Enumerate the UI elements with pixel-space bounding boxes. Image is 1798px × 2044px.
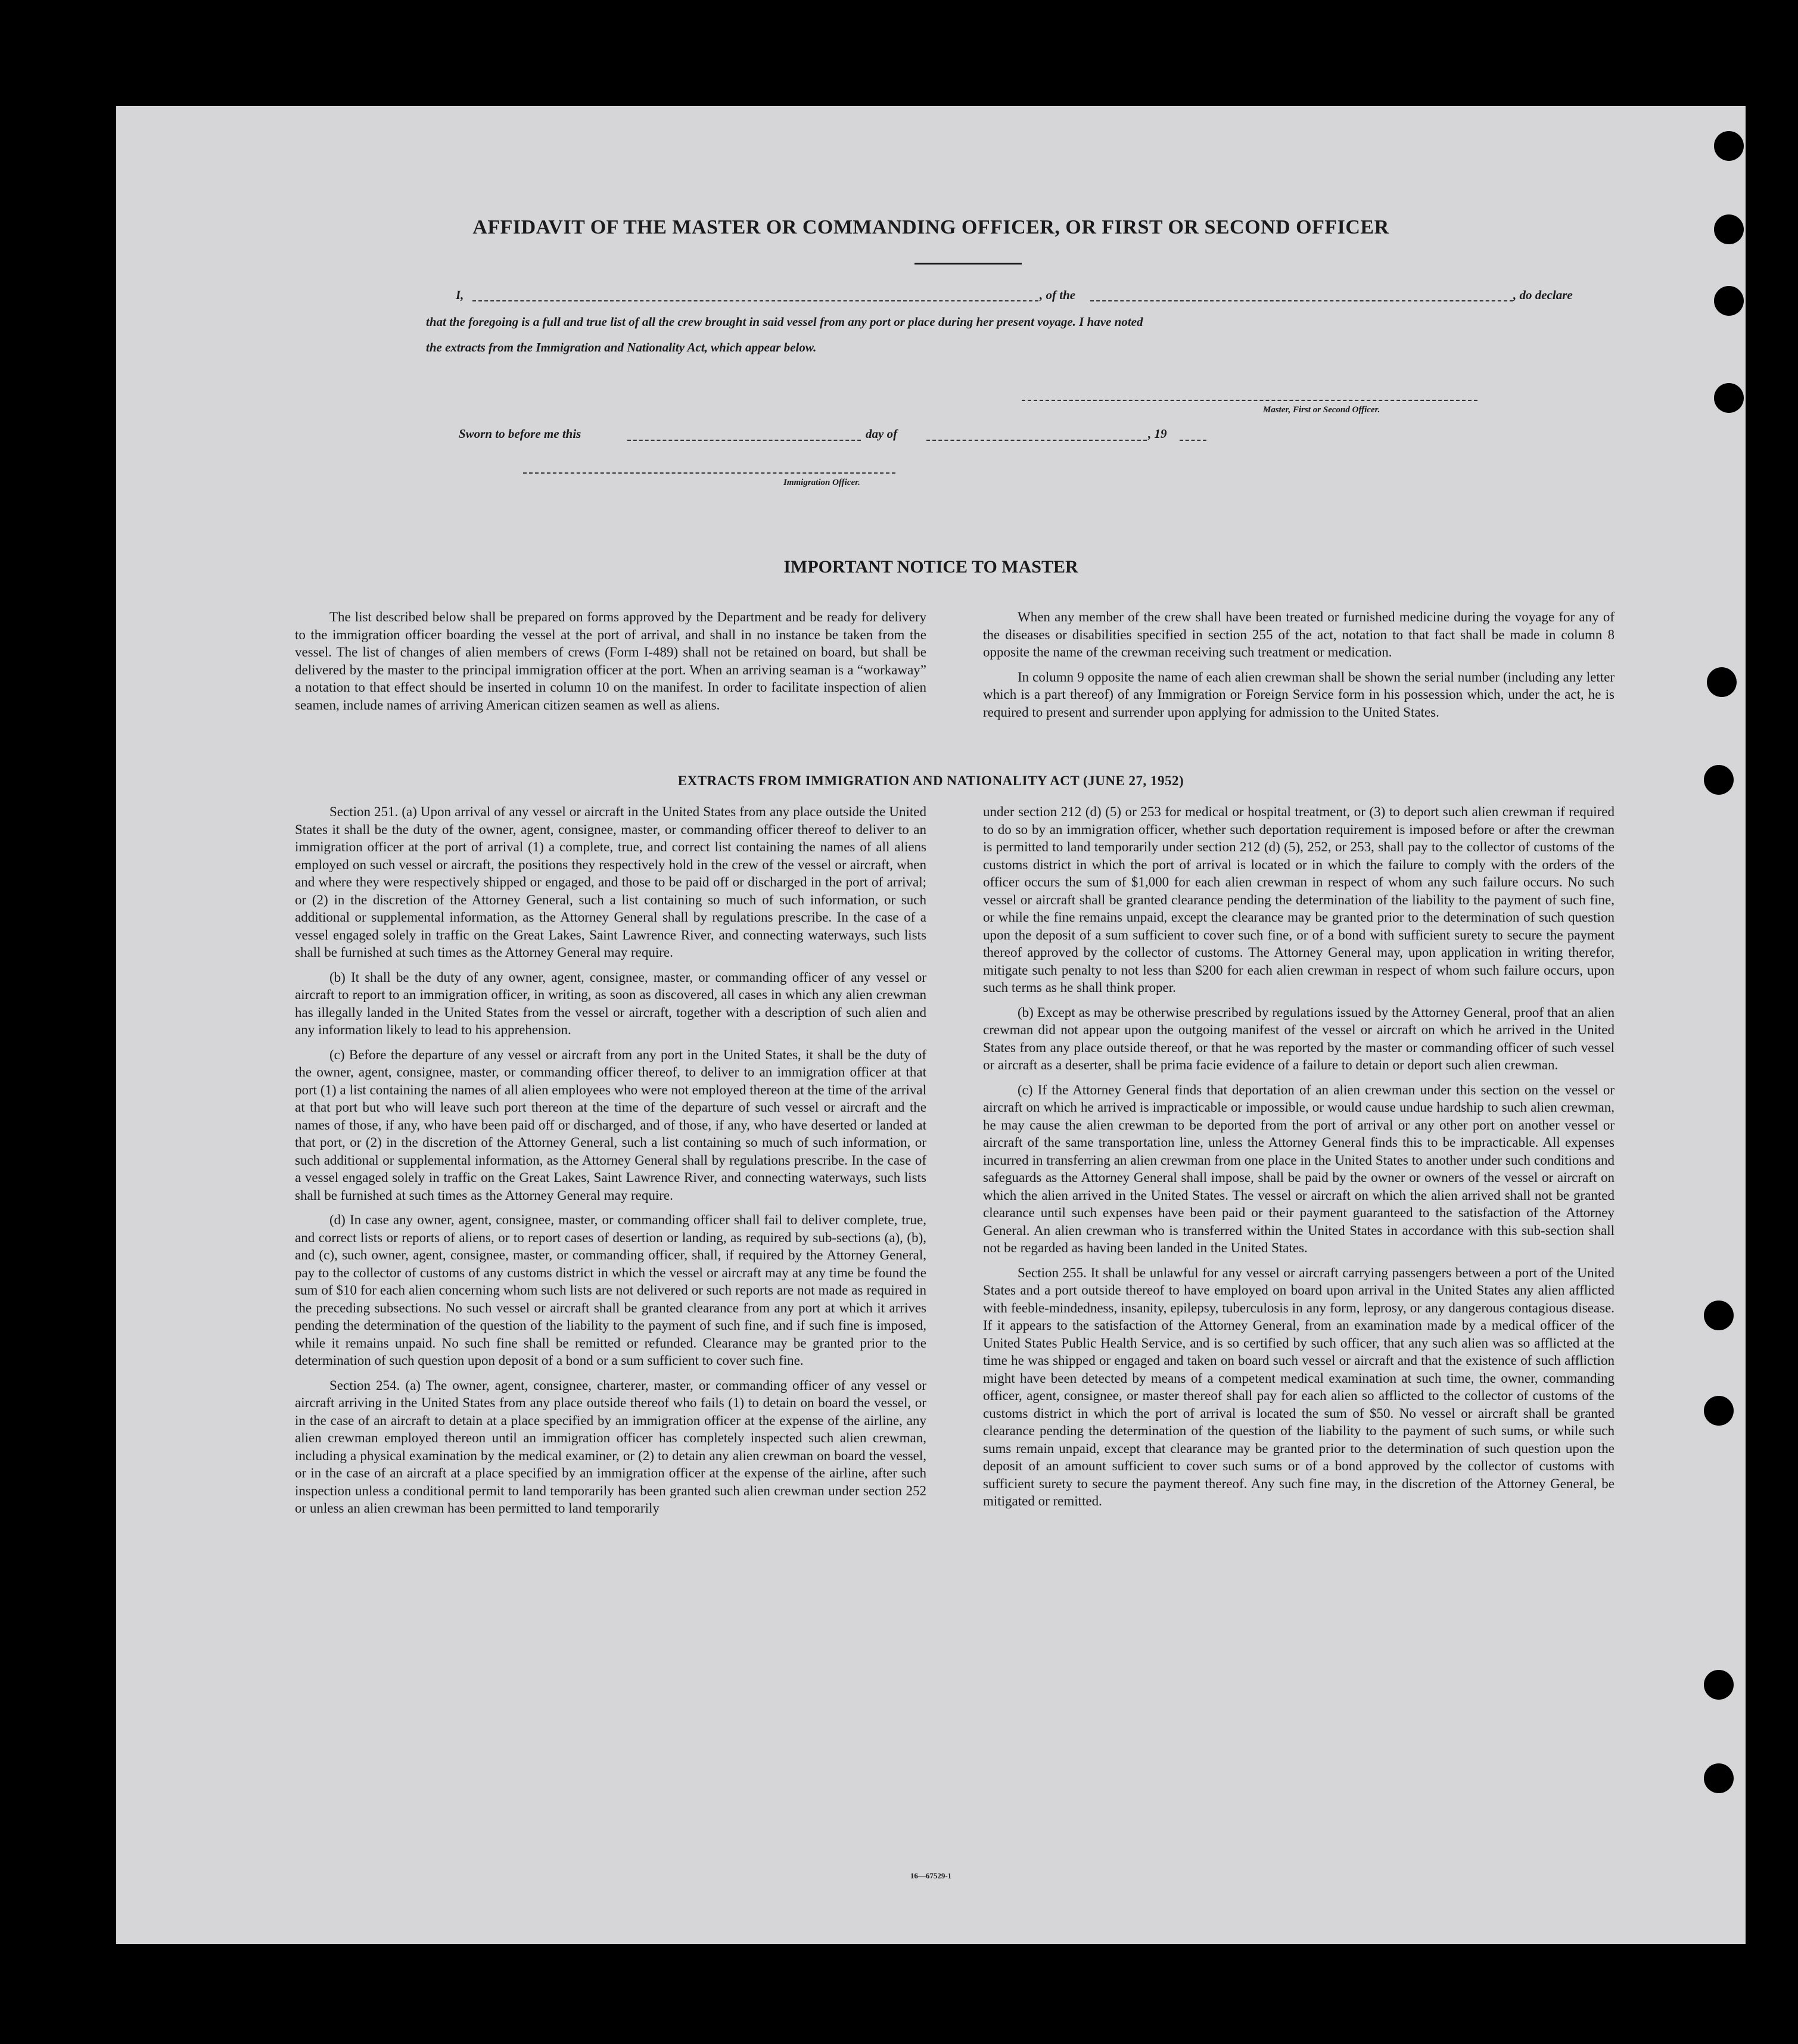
punch-hole [1714, 383, 1744, 413]
punch-hole [1704, 1763, 1734, 1793]
section-paragraph: Section 255. It shall be unlawful for any vessel or aircraft carrying passengers between a port of the United States and a port outside thereof to have employed on board upon arrival in the United States any alien afflicted with feeble-mindedness, insanity, epilepsy, tuberculosis in any form, leprosy, or any dangerous contagious disease. If it appears to the satisfaction of the Attorney General, from an examination made by a medical officer of the United States Public Health Service, and is so certified by such officer, that any such alien was so afflicted at the time he was shipped or engaged and taken on board such vessel or aircraft and that the existence of such affliction might have been detected by means of a competent medical examination at such time, the owner, commanding officer, agent, consignee, or master thereof shall pay for each alien so afflicted to the collector of customs of the customs district in which the port of arrival is located the sum of $50. No vessel or aircraft shall be granted clearance pending the determination of the question of the liability to the payment of such sums, or while such sums remain unpaid, except that clearance may be granted prior to the determination of such question upon the deposit of an amount sufficient to cover such sums or of a bond approved by the collector of customs with sufficient surety to secure the payment thereof. Any such fine may, in the discretion of the Attorney General, be mitigated or remitted. [983, 1265, 1615, 1508]
section-paragraph: Section 254. (a) The owner, agent, consignee, charterer, master, or commanding officer of any vessel or aircraft arriving in the United States from any place outside thereof who fails (1) to detain on board the vessel, or in the case of an aircraft to detain at a place specified by an immigration officer at the expense of the airline, any alien crewman employed thereon until an immigration officer has completely inspected such alien crewman, including a physical examination by the medical examiner, or (2) to detain any alien crewman on board the vessel, or in the case of an aircraft at a place specified by an immigration officer at the expense of the airline, after such inspection unless a conditional permit to land temporarily has been granted such alien crewman under section 252 or unless an alien crewman has been permitted to land temporarily [295, 1377, 926, 1516]
notice-paragraph: In column 9 opposite the name of each alien crewman shall be shown the serial number (including any letter which is a part thereof) of any Immigration or Foreign Service form in his possession which, under the act, he is required to present and surrender upon applying for admission to the United States. [983, 669, 1615, 720]
extracts-right-column [983, 803, 1615, 1517]
declarant-name-field[interactable] [472, 300, 1038, 301]
affidavit-i-label: I, [456, 288, 464, 302]
notice-paragraph: When any member of the crew shall have been treated or furnished medicine during the voyage for any of the diseases or disabilities specified in section 255 of the act, notation to that fact shall be made in column 8 opposite the name of the crewman receiving such treatment or medication. [983, 609, 1615, 659]
notice-right-column [983, 608, 1615, 728]
extracts-title: EXTRACTS FROM IMMIGRATION AND NATIONALITY ACT (JUNE 27, 1952) [677, 773, 1184, 788]
affidavit-declare-label: , do declare [1513, 288, 1573, 302]
section-paragraph: under section 212 (d) (5) or 253 for medical or hospital treatment, or (3) to deport such alien crewman if required to do so by an immigration officer, whether such deportation requirement is imposed before or after the crewman is permitted to land temporarily under section 212 (d) (5), 252, or 253, shall pay to the collector of customs of the customs district in which the port of arrival is located or in which the failure to comply with the orders of the officer occurs the sum of $1,000 for each alien crewman in respect of whom any such failure occurs. No such vessel or aircraft shall be granted clearance pending the determination of the liability to the payment of such fine, or while the fine remains unpaid, except the clearance may be granted prior to the determination of such question upon the deposit of a sum sufficient to cover such fine, or of a bond with sufficient surety to secure the payment thereof approved by the collector of customs. The Attorney General may, upon application in writing therefor, mitigate such penalty to not less than $200 for each alien crewman in respect of whom such failure occurs, upon such terms as he shall think proper. [983, 804, 1615, 995]
affidavit-form-page [116, 106, 1746, 1944]
notice-left-column [295, 608, 926, 721]
section-paragraph: Section 251. (a) Upon arrival of any vessel or aircraft in the United States from any place outside the United States it shall be the duty of the owner, agent, consignee, master, or commanding officer thereof to deliver to an immigration officer at the port of arrival (1) a complete, true, and correct list containing the names of all aliens employed on such vessel or aircraft, the positions they respectively hold in the crew of the vessel or aircraft, when and where they were respectively shipped or engaged, and those to be paid off or discharged in the port of arrival; or (2) in the discretion of the Attorney General, such a list containing so much of such information, or such additional or supplemental information, as the Attorney General shall by regulations prescribe. In the case of a vessel engaged solely in traffic on the Great Lakes, Saint Lawrence River, and connecting waterways, such lists shall be furnished at such times as the Attorney General may require. [295, 804, 926, 960]
sworn-year-field[interactable] [1180, 440, 1206, 441]
title-underline [914, 263, 1022, 265]
extracts-left-column [295, 803, 926, 1525]
notice-paragraph: The list described below shall be prepared on forms approved by the Department and be ready for delivery to the immigration officer boarding the vessel at the port of arrival, and shall in no instance be taken from the vessel. The list of changes of alien members of crews (Form I-489) shall not be retained on board, but shall be delivered by the master to the principal immigration officer at the port. When an arriving seaman is a “workaway” a notation to that effect should be inserted in column 10 on the manifest. In order to facilitate inspection of alien seamen, include names of arriving American citizen seamen as well as aliens. [295, 609, 926, 713]
section-paragraph: (d) In case any owner, agent, consignee, master, or commanding officer shall fail to deliver complete, true, and correct lists or reports of aliens, or to report cases of desertion or landing, as required by sub-sections (a), (b), and (c), such owner, agent, consignee, master, or commanding officer, shall, if required by the Attorney General, pay to the collector of customs of any customs district in which the vessel or aircraft may at any time be found the sum of $10 for each alien concerning whom such lists are not delivered or such reports are not made as required in the preceding subsections. No such vessel or aircraft shall be granted clearance from any port at which it arrives pending the determination of the question of the liability to the payment of such fine, and if such fine is imposed, while it remains unpaid. No such fine shall be remitted or refunded. Clearance may be granted prior to the determination of such question upon deposit of a bond or a sum sufficient to cover such fine. [295, 1212, 926, 1368]
punch-hole [1714, 131, 1744, 161]
immigration-officer-signature-field[interactable] [523, 472, 895, 474]
punch-hole [1714, 286, 1744, 316]
master-signature-label: Master, First or Second Officer. [1263, 405, 1380, 415]
affidavit-statement-line: that the foregoing is a full and true list of all the crew brought in said vessel from any port or place during her present voyage. I have noted [426, 315, 1143, 329]
section-paragraph: (b) Except as may be otherwise prescribed by regulations issued by the Attorney General, proof that an alien crewman did not appear upon the outgoing manifest of the vessel or aircraft on which he arrived in the United States from any place outside thereof, or that he was reported by the master or commanding officer of such vessel or aircraft as a deserter, shall be prima facie evidence of a failure to detain or deport such alien crewman. [983, 1004, 1615, 1072]
sworn-label: Sworn to before me this [459, 427, 581, 441]
sworn-month-field[interactable] [926, 440, 1147, 441]
section-paragraph: (c) Before the departure of any vessel or aircraft from any port in the United States, it shall be the duty of the owner, agent, consignee, master, or commanding officer thereof, to deliver to an immigration officer at that port (1) a list containing the names of all alien employees who were not employed thereon at the time of the arrival at that port but who will leave such port thereon at the time of the departure of such vessel or aircraft and the names of those, if any, who have been paid off or discharged, and of those, if any, who have deserted or landed at that port, or (2) in the discretion of the Attorney General, such a list containing so much of such information, or such additional or supplemental information, as the Attorney General shall by regulations prescribe. In the case of a vessel engaged solely in traffic on the Great Lakes, Saint Lawrence River, and connecting waterways, such lists shall be furnished at such times as the Attorney General may require. [295, 1047, 926, 1203]
affidavit-statement-line: the extracts from the Immigration and Nationality Act, which appear below. [426, 340, 817, 354]
year-label: , 19 [1148, 427, 1167, 441]
section-paragraph: (c) If the Attorney General finds that deportation of an alien crewman under this section on the vessel or aircraft on which he arrived is impracticable or impossible, or would cause undue hardship to such alien crewman, he may cause the alien crewman to be deported from the port of arrival or any other port on another vessel or aircraft of the same transportation line, unless the Attorney General finds this to be impracticable. All expenses incurred in transferring an alien crewman from one place in the United States to another under such conditions and safeguards as the Attorney General shall impose, shall be paid by the owner or owners of the vessel or aircraft on which the alien arrived in the United States. The vessel or aircraft on which the alien arrived shall not be granted clearance until such expenses have been paid or their payment guaranteed to the satisfaction of the Attorney General. An alien crewman who is transferred within the United States in accordance with this sub-section shall not be regarded as having been landed in the United States. [983, 1082, 1615, 1255]
vessel-name-field[interactable] [1090, 300, 1513, 301]
form-number: 16—67529-1 [910, 1871, 952, 1880]
master-signature-field[interactable] [1022, 400, 1477, 401]
punch-hole [1704, 1396, 1734, 1426]
sworn-day-field[interactable] [627, 440, 861, 441]
punch-hole [1704, 1670, 1734, 1700]
day-of-label: day of [866, 427, 898, 441]
section-paragraph: (b) It shall be the duty of any owner, agent, consignee, master, or commanding officer of any vessel or aircraft to report to an immigration officer, in writing, as soon as discovered, all cases in which any alien crewman has illegally landed in the United States from the vessel or aircraft, together with a description of such alien and any information likely to lead to his apprehension. [295, 969, 926, 1037]
affidavit-of-the-label: , of the [1040, 288, 1076, 302]
notice-title: IMPORTANT NOTICE TO MASTER [783, 557, 1078, 577]
punch-hole [1704, 1301, 1734, 1330]
punch-hole [1707, 667, 1737, 697]
affidavit-title: AFFIDAVIT OF THE MASTER OR COMMANDING OFFICER, OR FIRST OR SECOND OFFICER [472, 216, 1389, 238]
immigration-officer-label: Immigration Officer. [783, 478, 860, 487]
